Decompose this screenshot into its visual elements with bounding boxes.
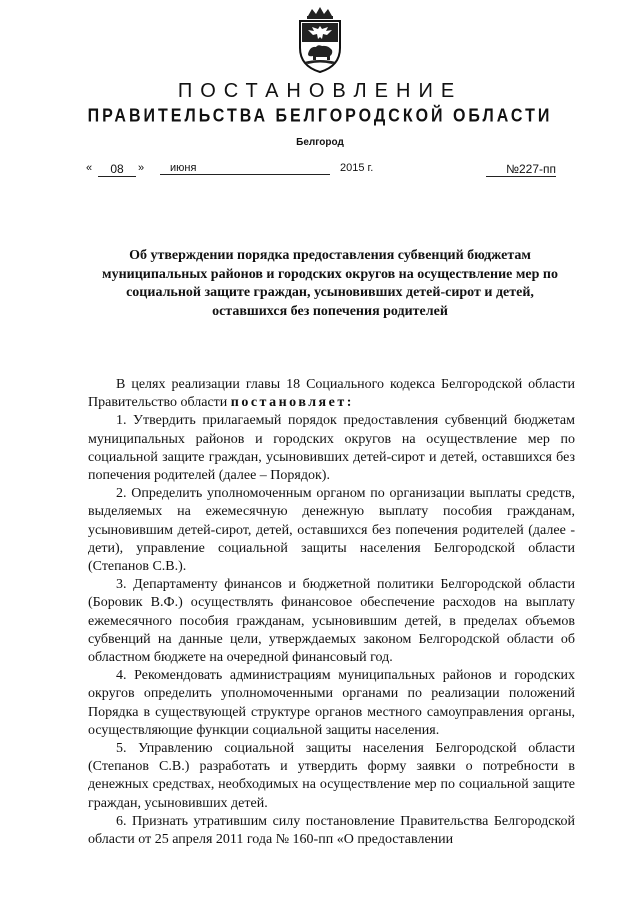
date-quote-open: « [86,162,93,174]
document-body [88,376,575,849]
intro-text: В целях реализации главы 18 Социального кодекса Белгородской области Правительство области [88,377,575,411]
document-title [80,247,580,321]
decree-keyword: постановляет: [230,395,354,411]
intro-paragraph [88,376,575,412]
issuing-authority: ПРАВИТЕЛЬСТВА БЕЛГОРОДСКОЙ ОБЛАСТИ [87,106,553,127]
date-month: июня [160,162,330,175]
paragraph-1: 1. Утвердить прилагаемый порядок предоставления субвенций бюджетам муниципальных районов и городских округов на осуществление мер по социальной защите граждан, усыновивших детей-сирот и детей, оставшихся без попечения родителей (далее – Порядок). [88,413,575,484]
paragraph-2: 2. Определить уполномоченным органом по организации выплаты средств, выделяемых на ежемесячную денежную выплату пособия гражданам, усыновившим детей-сирот, детей, оставшихся без попечения родителей (далее - дети), управление социальной защиты населения Белгородской области (Степанов С.В.). [88,486,575,575]
paragraph-3: 3. Департаменту финансов и бюджетной политики Белгородской области (Боровик В.Ф.) осуществлять финансовое обеспечение расходов на выплату ежемесячного пособия гражданам, усыновившим детей, в пределах объемов субвенций на данные цели, утверждаемых законом Белгородской области об областном бюджете на очередной финансовый год. [88,577,575,666]
coat-of-arms-icon [292,6,348,74]
document-type: ПОСТАНОВЛЕНИЕ [177,80,463,102]
paragraph-6: 6. Признать утратившим силу постановление Правительства Белгородской области от 25 апреля 2011 года № 160-пп «О предоставлении [88,813,575,848]
date-year: 2015 г. [340,162,374,174]
title-line: Об утверждении порядка предоставления субвенций бюджетам [129,248,531,263]
title-line: муниципальных районов и городских округов на осуществление мер по [102,266,558,282]
title-line: оставшихся без попечения родителей [212,303,448,319]
document-number: №227-пп [486,162,556,177]
date-day: 08 [98,162,136,177]
date-number-row [86,162,556,182]
city-name: Белгород [296,137,344,148]
coat-of-arms-emblem [292,6,348,74]
date-quote-close: » [138,162,145,174]
paragraph-4: 4. Рекомендовать администрациям муниципальных районов и городских округов определить уполномоченными органами по реализации положений Порядка в существующей структуре органов местного самоуправления органы, осуществляющие функции социальной защиты населения. [88,668,575,738]
title-line: социальной защите граждан, усыновивших детей-сирот и детей, [126,285,534,300]
paragraph-5: 5. Управлению социальной защиты населения Белгородской области (Степанов С.В.) разработать и утвердить форму заявки о потребности в денежных средствах, необходимых на осуществление мер по социальной защите граждан, усыновивших детей. [88,741,575,811]
